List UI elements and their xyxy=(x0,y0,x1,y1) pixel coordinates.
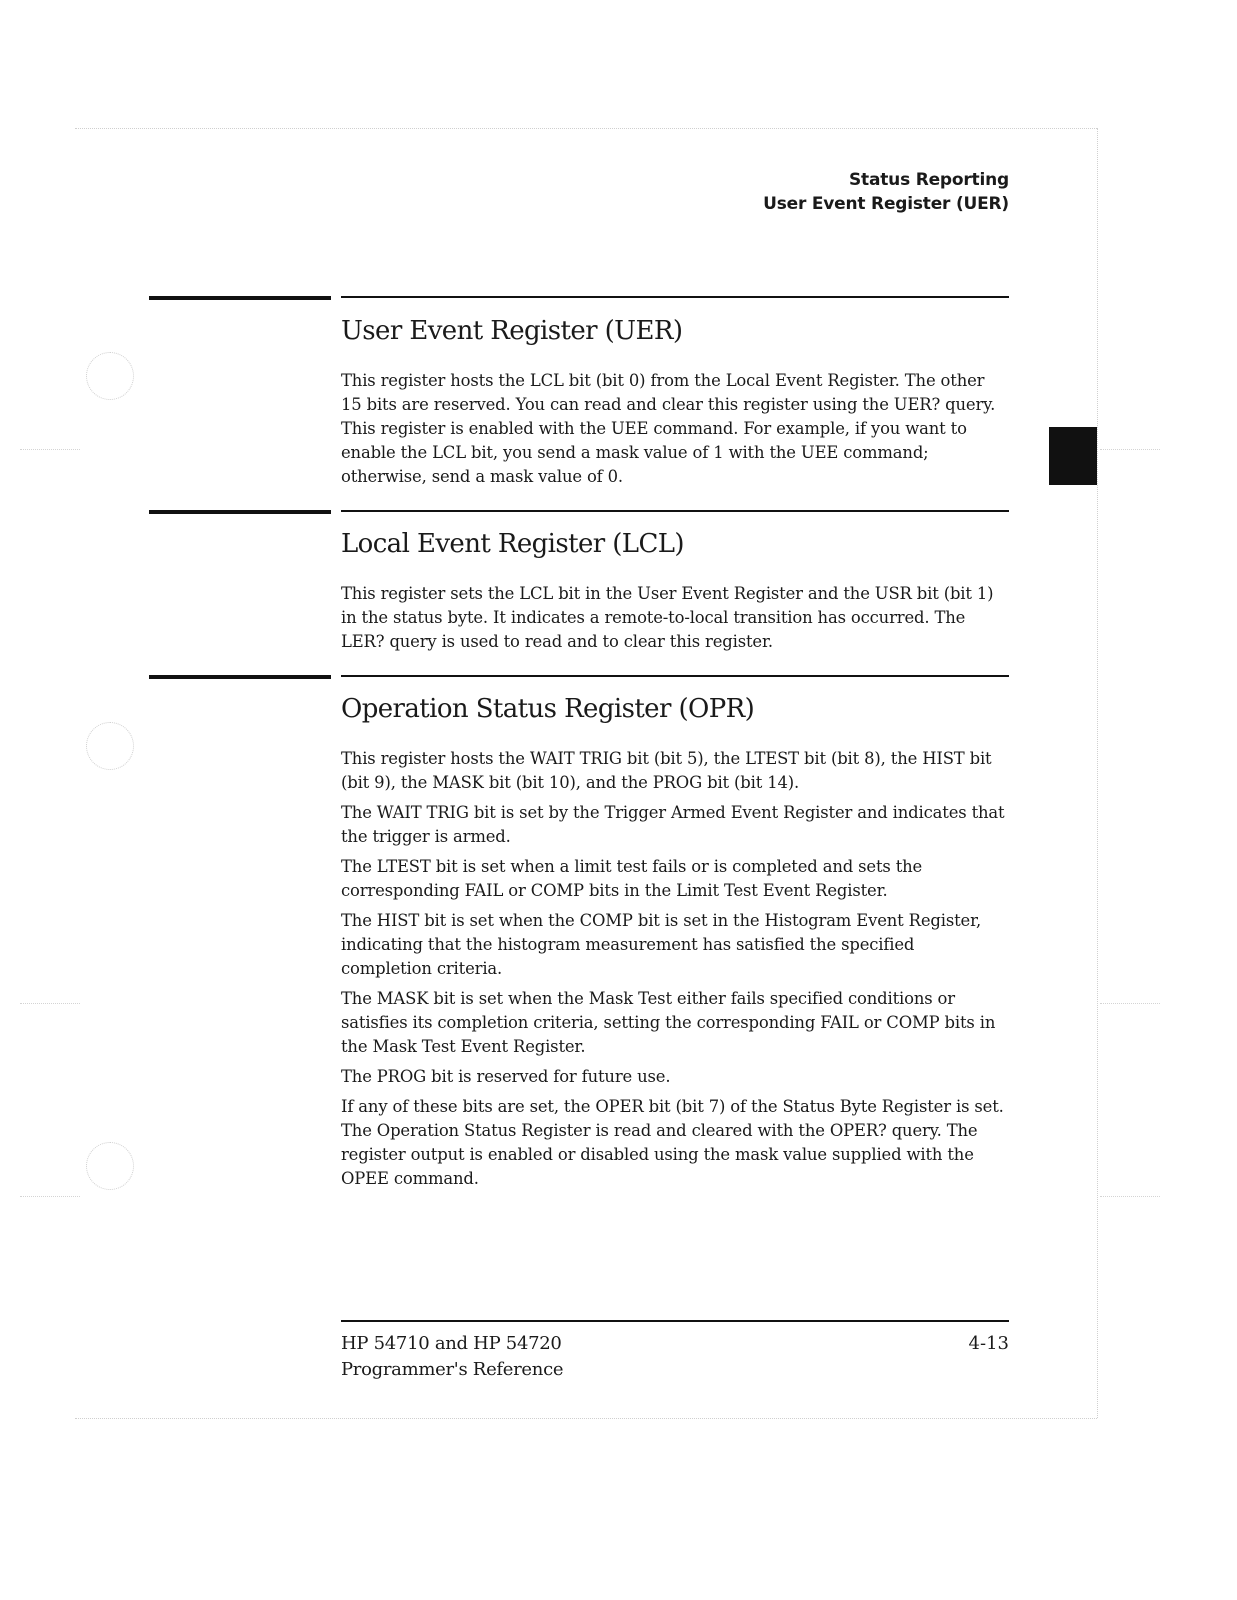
punch-hole xyxy=(86,1142,134,1190)
chapter-thumb-tab xyxy=(1049,427,1097,485)
paragraph: The MASK bit is set when the Mask Test either fails specified conditions or satisfies its completion criteria, setting the corresponding FAIL or COMP bits in the Mask Test Event Register. xyxy=(341,989,996,1056)
margin-tick xyxy=(20,1003,80,1004)
section-rule-left xyxy=(149,296,331,300)
margin-tick xyxy=(1100,1196,1160,1197)
paragraph: This register hosts the WAIT TRIG bit (bit 5), the LTEST bit (bit 8), the HIST bit (bit 9), the MASK bit (bit 10), and the PROG bit (bit 14). xyxy=(341,749,992,792)
section-title: User Event Register (UER) xyxy=(341,316,683,346)
running-header xyxy=(763,168,1009,216)
punch-hole xyxy=(86,352,134,400)
page-number: 4-13 xyxy=(968,1333,1009,1354)
margin-tick xyxy=(1100,449,1160,450)
footer-product: HP 54710 and HP 54720 xyxy=(341,1333,562,1354)
section-uer xyxy=(341,315,1009,495)
paragraph: This register hosts the LCL bit (bit 0) from the Local Event Register. The other 15 bits are reserved. You can read and clear this register using the UER? query. This register is enabled with the UEE command. For example, if you want to enable the LCL bit, you send a mask value of 1 with the UEE command; otherwise, send a mask value of 0. xyxy=(341,371,996,486)
margin-tick xyxy=(1100,1003,1160,1004)
section-rule-left xyxy=(149,510,331,514)
header-chapter: Status Reporting xyxy=(849,170,1009,190)
paragraph: The LTEST bit is set when a limit test fails or is completed and sets the corresponding FAIL or COMP bits in the Limit Test Event Register. xyxy=(341,857,923,900)
section-rule-right xyxy=(341,510,1009,512)
section-opr xyxy=(341,693,1009,1197)
header-section: User Event Register (UER) xyxy=(763,194,1009,214)
section-rule-left xyxy=(149,675,331,679)
paragraph: This register sets the LCL bit in the User Event Register and the USR bit (bit 1) in the status byte. It indicates a remote-to-local transition has occurred. The LER? query is used to read and to clear this register. xyxy=(341,584,994,651)
margin-tick xyxy=(20,449,80,450)
section-title: Local Event Register (LCL) xyxy=(341,529,684,559)
section-lcl xyxy=(341,528,1009,660)
punch-hole xyxy=(86,722,134,770)
paragraph: The PROG bit is reserved for future use. xyxy=(341,1067,671,1086)
section-title: Operation Status Register (OPR) xyxy=(341,694,755,724)
page-edge-top xyxy=(75,128,1097,129)
margin-tick xyxy=(20,1196,80,1197)
footer-rule xyxy=(341,1320,1009,1322)
paragraph: The WAIT TRIG bit is set by the Trigger Armed Event Register and indicates that the trigger is armed. xyxy=(341,803,1005,846)
page-edge-right xyxy=(1097,128,1098,1418)
page-edge-bottom xyxy=(75,1418,1097,1419)
section-rule-right xyxy=(341,296,1009,298)
paragraph: If any of these bits are set, the OPER bit (bit 7) of the Status Byte Register is set. The Operation Status Register is read and cleared with the OPER? query. The register output is enabled or disabled using the mask value supplied with the OPEE command. xyxy=(341,1097,1004,1188)
footer-manual: Programmer's Reference xyxy=(341,1359,564,1380)
section-rule-right xyxy=(341,675,1009,677)
paragraph: The HIST bit is set when the COMP bit is set in the Histogram Event Register, indicating that the histogram measurement has satisfied the specified completion criteria. xyxy=(341,911,982,978)
footer-title-block xyxy=(341,1331,563,1383)
